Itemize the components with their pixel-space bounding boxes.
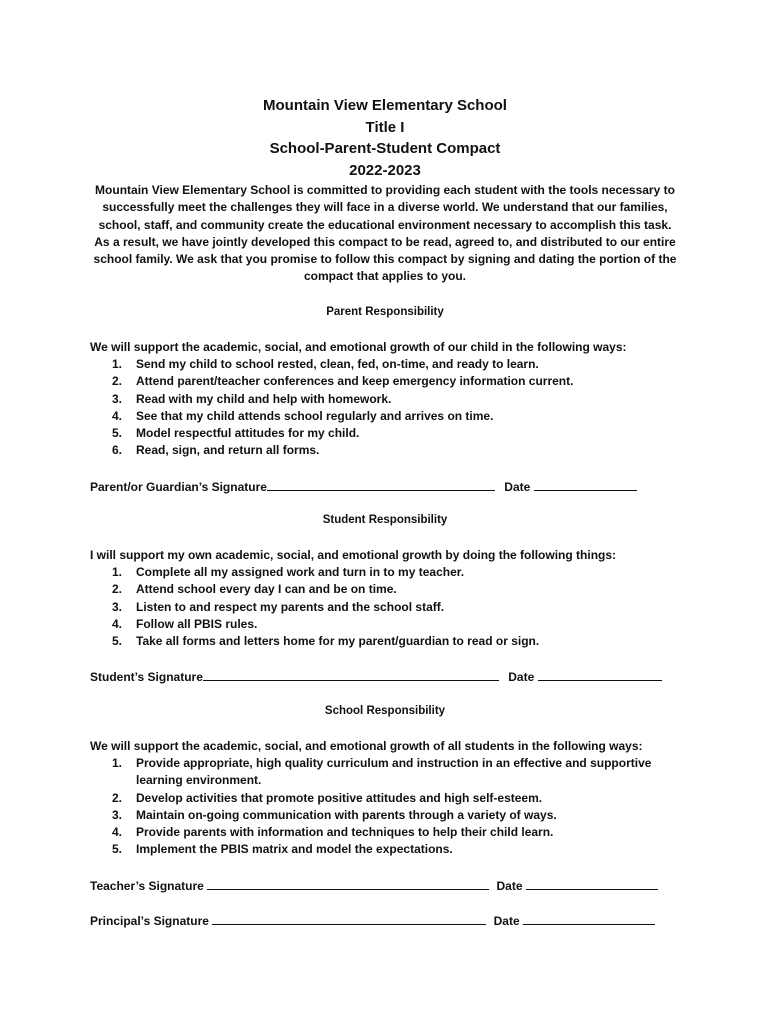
list-item: 4. Follow all PBIS rules. <box>112 616 258 631</box>
teacher-signature-label: Teacher’s Signature <box>90 879 204 893</box>
principal-date-label: Date <box>493 914 520 928</box>
list-item: 5. Model respectful attitudes for my child. <box>112 426 360 441</box>
student-date-line[interactable] <box>538 668 662 681</box>
parent-heading: Parent Responsibility <box>326 306 444 318</box>
list-item: 4. See that my child attends school regularly and arrives on time. <box>112 408 494 423</box>
list-item: 6. Read, sign, and return all forms. <box>112 443 320 458</box>
list-item: 2. Develop activities that promote positive attitudes and high self-esteem. <box>112 790 543 805</box>
list-item: 3. Maintain on-going communication with parents through a variety of ways. <box>112 807 557 822</box>
list-item: 2. Attend school every day I can and be on time. <box>112 582 397 597</box>
document-title <box>0 95 770 181</box>
parent-date-label: Date <box>504 480 531 494</box>
compact-name: School-Parent-Student Compact <box>269 140 501 157</box>
school-lead: We will support the academic, social, and emotional growth of all students in the following ways: <box>90 739 643 753</box>
parent-list <box>90 356 670 460</box>
parent-signature-line[interactable] <box>267 478 495 491</box>
student-signature-label: Student’s Signature <box>90 670 203 684</box>
student-signature-row <box>90 668 662 686</box>
teacher-signature-row <box>90 877 658 895</box>
principal-date-line[interactable] <box>523 912 655 925</box>
teacher-date-line[interactable] <box>526 877 658 890</box>
student-lead: I will support my own academic, social, and emotional growth by doing the following things: <box>90 548 617 562</box>
list-item: 3. Read with my child and help with homework. <box>112 391 392 406</box>
parent-signature-row <box>90 478 637 496</box>
intro-paragraph: Mountain View Elementary School is committed to providing each student with the tools necessary to successfully meet the challenges they will face in a diverse world. We understand that our families, school, staff, and community create the educational environment necessary to accomplish this task. As a result, we have jointly developed this compact to be read, agreed to, and distributed to our entire school family. We ask that you promise to follow this compact by signing and dating the portion of the compact that applies to you. <box>93 183 677 284</box>
school-heading: School Responsibility <box>324 705 446 717</box>
school-name: Mountain View Elementary School <box>263 97 507 114</box>
student-signature-line[interactable] <box>203 668 499 681</box>
parent-date-line[interactable] <box>534 478 637 491</box>
list-item: 2. Attend parent/teacher conferences and keep emergency information current. <box>112 374 574 389</box>
school-year: 2022-2023 <box>349 161 421 179</box>
principal-signature-row <box>90 912 655 930</box>
student-date-label: Date <box>508 670 535 684</box>
list-item: 1. Send my child to school rested, clean, fed, on-time, and ready to learn. <box>112 357 539 371</box>
list-item: 5. Take all forms and letters home for my parent/guardian to read or sign. <box>112 634 540 649</box>
school-list <box>90 755 670 859</box>
list-item: 4. Provide parents with information and techniques to help their child learn. <box>112 825 554 840</box>
list-item: 1. Provide appropriate, high quality curriculum and instruction in an effective and supportive learning environment. <box>112 756 652 788</box>
teacher-signature-line[interactable] <box>207 877 489 890</box>
principal-signature-label: Principal’s Signature <box>90 914 209 928</box>
program-name: Title I <box>365 118 405 136</box>
parent-signature-label: Parent/or Guardian’s Signature <box>90 480 267 494</box>
student-heading: Student Responsibility <box>322 514 448 526</box>
list-item: 1. Complete all my assigned work and turn in to my teacher. <box>112 565 465 579</box>
parent-lead: We will support the academic, social, and emotional growth of our child in the following ways: <box>90 340 627 354</box>
student-list <box>90 564 670 650</box>
principal-signature-line[interactable] <box>212 912 486 925</box>
list-item: 3. Listen to and respect my parents and the school staff. <box>112 599 445 614</box>
list-item: 5. Implement the PBIS matrix and model the expectations. <box>112 842 453 857</box>
teacher-date-label: Date <box>496 879 523 893</box>
